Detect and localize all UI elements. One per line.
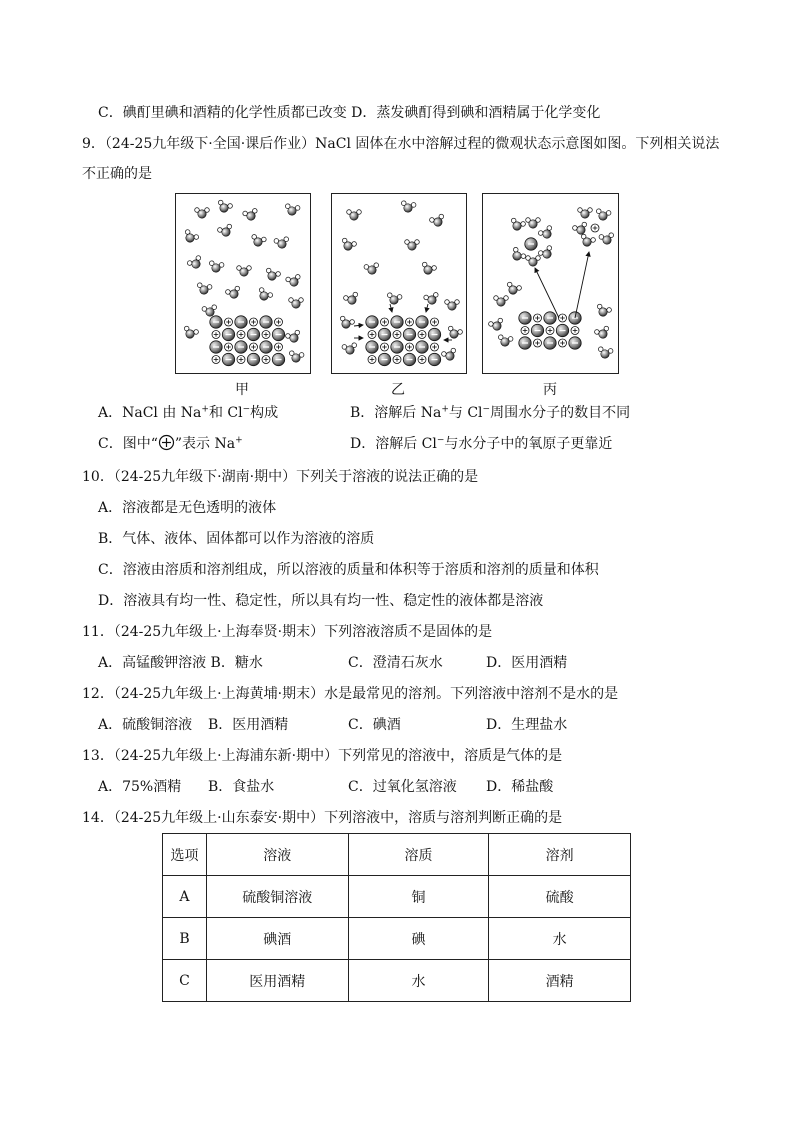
table-header-row [163, 834, 631, 876]
water-molecule [526, 256, 541, 267]
table-header-cell: 溶剂 [489, 834, 631, 876]
yi-diagram [332, 194, 466, 373]
q12-option-d: D．生理盐水 [486, 717, 568, 733]
q12-option-a: A．硫酸铜溶液 [98, 717, 193, 733]
water-molecule [342, 343, 358, 356]
q9-option-b [350, 403, 630, 423]
table-cell: 水 [489, 918, 631, 960]
circled-plus-icon [158, 434, 175, 451]
water-molecule [538, 225, 556, 241]
water-molecule [256, 287, 274, 303]
water-molecule [284, 204, 300, 217]
q10-option-d: D．溶液具有均一性、稳定性，所以具有均一性、稳定性的液体都是溶液 [98, 593, 544, 609]
table-header-cell: 选项 [163, 834, 207, 876]
figure-panel-jia [175, 193, 311, 374]
option-a-text: 构成 [250, 405, 279, 421]
q12-stem: 12．（24-25九年级上·上海黄埔·期末）水是最常见的溶剂。下列溶液中溶剂不是水的是 [82, 686, 619, 702]
table-cell: 碘 [348, 918, 489, 960]
water-molecule [288, 351, 304, 364]
figure-panel-bing [482, 193, 619, 374]
figure-label-yi: 乙 [391, 382, 405, 398]
table-cell: 硫酸铜溶液 [206, 876, 348, 918]
cl-charge: − [482, 404, 491, 415]
option-b-text: 周围水分子的数目不同 [490, 405, 631, 421]
water-molecule [579, 234, 596, 249]
option-d-text: D．溶解后 Cl [350, 436, 437, 452]
water-molecule [225, 286, 242, 301]
water-molecule [217, 224, 234, 239]
figure-panel-yi [331, 193, 467, 374]
water-molecule [347, 210, 362, 221]
water-molecule [274, 237, 290, 250]
water-molecule [285, 330, 302, 345]
q14-answer-table [162, 833, 631, 1002]
bing-diagram [483, 194, 618, 373]
water-molecule [187, 255, 205, 271]
water-molecule [237, 266, 252, 277]
q13-stem: 13．（24-25九年级上·上海浦东新·期中）下列常见的溶液中，溶质是气体的是 [82, 748, 563, 764]
option-a-text: 和 Cl [208, 405, 243, 421]
table-cell: 铜 [348, 876, 489, 918]
water-molecule [488, 318, 505, 333]
jia-diagram [176, 194, 310, 373]
option-d-text: 与水分子中的氧原子更靠近 [444, 436, 613, 452]
q12-option-b: B．医用酒精 [208, 717, 289, 733]
table-cell: A [163, 876, 207, 918]
q11-option-c: C．澄清石灰水 [348, 655, 443, 671]
water-molecule [405, 240, 420, 251]
table-header-cell: 溶液 [206, 834, 348, 876]
na-charge: + [201, 404, 209, 415]
water-molecule [494, 296, 509, 307]
water-molecule [505, 282, 522, 297]
option-b-text: 与 Cl [448, 405, 483, 421]
arrow [354, 325, 363, 326]
table-row [163, 960, 631, 1002]
table-row [163, 918, 631, 960]
arrow [575, 252, 589, 318]
water-molecule [216, 200, 233, 215]
q10-option-a: A．溶液都是无色透明的液体 [98, 500, 277, 516]
figure-label-bing: 丙 [543, 382, 557, 398]
table-cell: 医用酒精 [206, 960, 348, 1002]
water-molecule [509, 218, 526, 233]
water-molecule [242, 208, 259, 222]
q14-stem: 14．（24-25九年级上·山东泰安·期中）下列溶液中，溶质与溶剂判断正确的是 [82, 810, 563, 826]
q13-option-a: A．75%酒精 [98, 779, 182, 795]
option-a-text: A．NaCl 由 Na [98, 405, 202, 421]
q8-option-cd: C．碘酊里碘和酒精的化学性质都已改变 D．蒸发碘酊得到碘和酒精属于化学变化 [98, 105, 601, 121]
water-molecule [182, 229, 200, 245]
table-cell: 硫酸 [489, 876, 631, 918]
table-cell: 碘酒 [206, 918, 348, 960]
water-molecule [509, 246, 527, 263]
cl-charge: − [242, 404, 251, 415]
q12-option-c: C．碘酒 [348, 717, 401, 733]
na-charge: + [441, 404, 449, 415]
water-molecule [340, 238, 357, 253]
water-molecule [429, 214, 446, 229]
figure-label-jia: 甲 [235, 382, 249, 398]
q9-stem-line2: 不正确的是 [82, 166, 152, 182]
cl-charge: − [436, 435, 445, 446]
water-molecule [595, 209, 611, 222]
arrow [390, 304, 392, 312]
water-molecule [595, 304, 612, 319]
water-molecule [497, 335, 513, 348]
water-molecule [445, 300, 460, 311]
table-cell: 水 [348, 960, 489, 1002]
water-molecule [364, 263, 380, 276]
water-molecule [420, 262, 437, 277]
q11-option-ab: A．高锰酸钾溶液 B．糖水 [98, 655, 263, 671]
table-header-cell: 溶质 [348, 834, 489, 876]
water-molecule [195, 208, 210, 219]
water-molecule [572, 222, 589, 237]
na-charge: + [235, 435, 243, 446]
q11-option-d: D．医用酒精 [486, 655, 568, 671]
table-cell: 酒精 [489, 960, 631, 1002]
water-molecule [446, 326, 463, 341]
q13-option-b: B．食盐水 [208, 779, 275, 795]
water-molecule [250, 234, 267, 248]
q10-option-b: B．气体、液体、固体都可以作为溶液的溶质 [98, 531, 375, 547]
q9-option-c [98, 434, 243, 454]
water-molecule [578, 208, 593, 219]
water-molecule [182, 326, 199, 341]
water-molecule [597, 347, 613, 360]
table-cell: B [163, 918, 207, 960]
water-molecule [343, 292, 360, 307]
option-b-text: B．溶解后 Na [350, 405, 442, 421]
water-molecule [526, 218, 541, 229]
water-molecule [423, 292, 440, 306]
arrow [426, 304, 428, 312]
water-molecule [599, 233, 615, 246]
water-molecule [441, 348, 458, 363]
arrow [535, 268, 559, 318]
q9-option-d [350, 434, 612, 454]
table-row [163, 876, 631, 918]
q9-option-a [98, 403, 278, 423]
q10-stem: 10．（24-25九年级下·湖南·期中）下列关于溶液的说法正确的是 [82, 469, 479, 485]
water-molecule [400, 201, 416, 214]
water-molecule [338, 316, 355, 331]
water-molecule [594, 326, 611, 341]
option-c-text: C．图中“ [98, 436, 158, 452]
q13-option-d: D．稀盐酸 [486, 779, 554, 795]
option-c-text: ”表示 Na [174, 436, 236, 452]
q10-option-c: C．溶液由溶质和溶剂组成，所以溶液的质量和体积等于溶质和溶剂的质量和体积 [98, 562, 599, 578]
q13-option-c: C．过氧化氢溶液 [348, 779, 457, 795]
water-molecule [208, 261, 224, 274]
q9-stem-line1: 9．（24-25九年级下·全国·课后作业）NaCl 固体在水中溶解过程的微观状态示意图如图。下列相关说法 [82, 136, 720, 152]
q11-stem: 11．（24-25九年级上·上海奉贤·期末）下列溶液溶质不是固体的是 [82, 624, 493, 640]
table-cell: C [163, 960, 207, 1002]
water-molecule [285, 274, 302, 288]
water-molecule [386, 293, 402, 306]
water-molecule [196, 283, 212, 296]
water-molecule [289, 298, 304, 309]
water-molecule [264, 268, 281, 283]
